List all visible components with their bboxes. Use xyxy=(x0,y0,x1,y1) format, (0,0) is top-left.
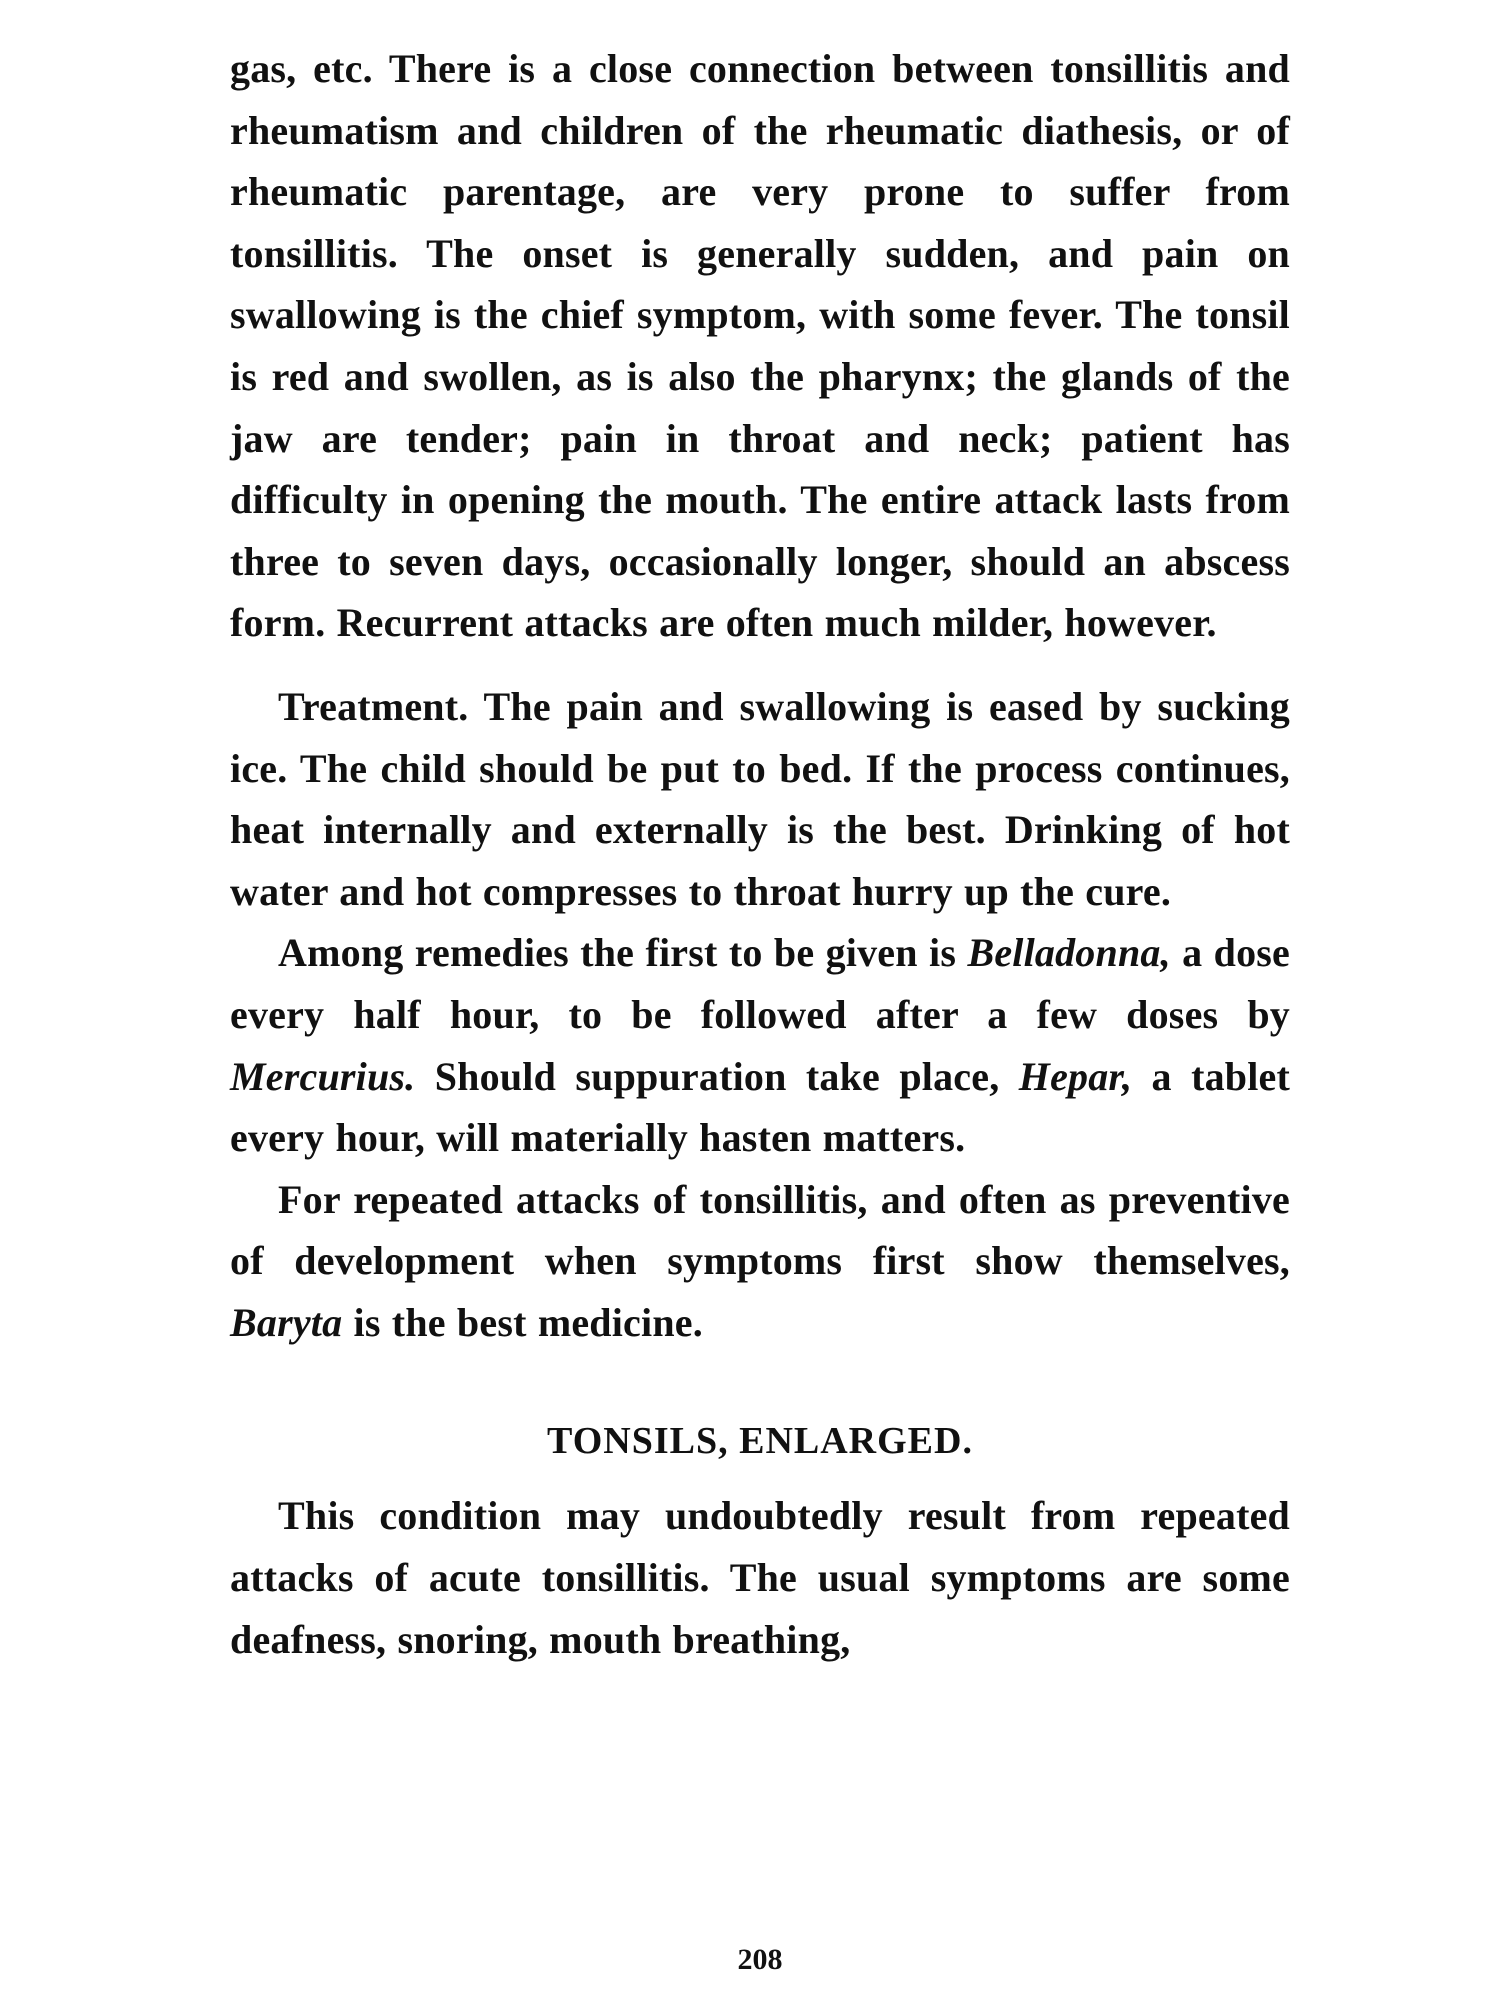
remedies-text-2: a dose every half hour, to be followed after a few doses by xyxy=(230,930,1291,1037)
remedies-paragraph xyxy=(230,922,1290,1168)
treatment-paragraph xyxy=(230,676,1290,922)
remedies-text-1: Among remedies the first to be given is xyxy=(278,930,957,976)
repeated-text-1: For repeated attacks of tonsillitis, and often as preventive of development when symptoms first show themselves, xyxy=(230,1176,1290,1284)
section-heading-tonsils-enlarged: TONSILS, ENLARGED. xyxy=(547,1420,973,1463)
repeated-attacks-paragraph xyxy=(230,1169,1290,1354)
remedies-text-4: a tablet every hour, will materially hasten matters. xyxy=(230,1053,1291,1161)
intro-paragraph xyxy=(230,38,1290,654)
remedy-baryta: Baryta xyxy=(230,1299,343,1345)
repeated-text-2: is the best medicine. xyxy=(353,1299,703,1345)
remedy-hepar: Hepar, xyxy=(1018,1053,1133,1099)
remedy-belladonna: Belladonna, xyxy=(967,930,1171,976)
remedies-text-3: Should suppuration take place, xyxy=(434,1053,1000,1099)
treatment-text: The pain and swallowing is eased by sucking ice. The child should be put to bed. If the process continues, heat internally and externally is the best. Drinking of hot water and hot compresses to throat hurry up the cure. xyxy=(230,683,1290,914)
treatment-heading: Treatment. xyxy=(278,683,469,729)
book-page xyxy=(230,38,1290,1978)
remedy-mercurius: Mercurius. xyxy=(230,1053,416,1099)
enlarged-text: This condition may undoubtedly result from repeated attacks of acute tonsillitis. The usual symptoms are some deafness, snoring, mouth breathing, xyxy=(230,1493,1290,1662)
enlarged-paragraph xyxy=(230,1485,1290,1670)
page-number: 208 xyxy=(737,1943,783,1976)
intro-text: gas, etc. There is a close connection between tonsillitis and rheumatism and children of the rheumatic diathesis, or of rheumatic parentage, are very prone to suffer from tonsillitis. The onset is generally sudden, and pain on swallowing is the chief symptom, with some fever. The tonsil is red and swollen, as is also the pharynx; the glands of the jaw are tender; pain in throat and neck; patient has difficulty in opening the mouth. The entire attack lasts from three to seven days, occasionally longer, should an abscess form. Recurrent attacks are often much milder, however. xyxy=(230,46,1290,646)
